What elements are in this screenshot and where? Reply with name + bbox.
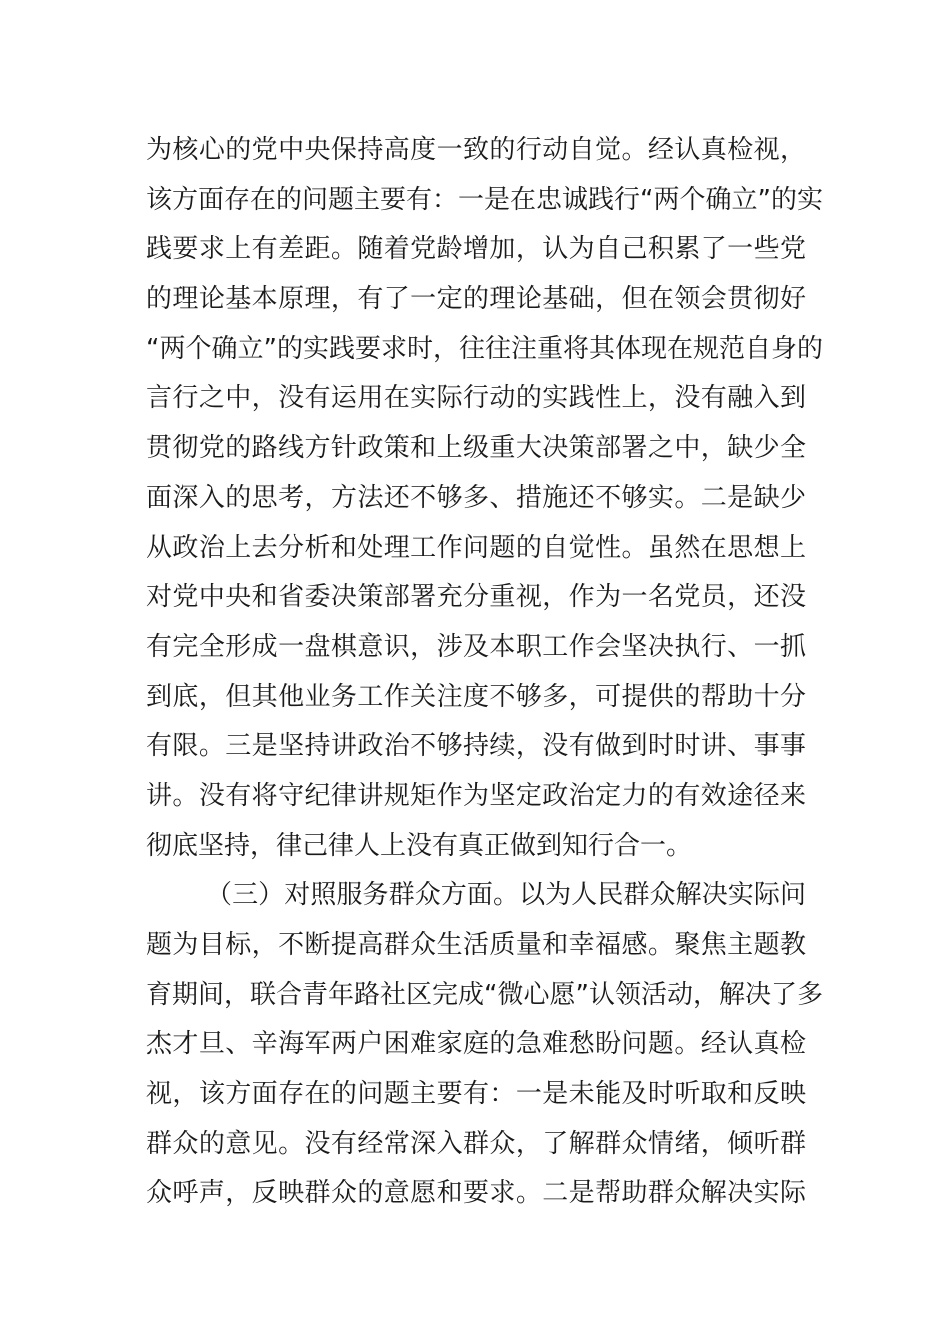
text-line: 到底，但其他业务工作关注度不够多，可提供的帮助十分 xyxy=(146,681,806,712)
text-line: 为核心的党中央保持高度一致的行动自觉。经认真检视， xyxy=(146,135,806,165)
text-line: 践要求上有差距。随着党龄增加，认为自己积累了一些党 xyxy=(146,234,806,265)
text-line: 题为目标，不断提高群众生活质量和幸福感。聚焦主题教 xyxy=(146,930,806,960)
text-line: 彻底坚持，律己律人上没有真正做到知行合一。 xyxy=(146,830,693,861)
text-line: 育期间，联合青年路社区完成“微心愿”认领活动，解决了多 xyxy=(146,979,823,1010)
text-line: 面深入的思考，方法还不够多、措施还不够实。二是缺少 xyxy=(146,482,806,513)
text-line: 视，该方面存在的问题主要有：一是未能及时听取和反映 xyxy=(146,1079,806,1110)
text-line: 群众的意见。没有经常深入群众，了解群众情绪，倾听群 xyxy=(146,1128,806,1159)
section-heading-line: （三）对照服务群众方面。以为人民群众解决实际问 xyxy=(206,880,806,911)
text-line: “两个确立”的实践要求时，往往注重将其体现在规范自身的 xyxy=(146,333,823,364)
text-line: 有限。三是坚持讲政治不够持续，没有做到时时讲、事事 xyxy=(146,731,806,762)
body-text xyxy=(146,126,823,1219)
text-line: 众呼声，反映群众的意愿和要求。二是帮助群众解决实际 xyxy=(146,1178,806,1209)
text-line: 言行之中，没有运用在实际行动的实践性上，没有融入到 xyxy=(146,383,806,414)
text-line: 讲。没有将守纪律讲规矩作为坚定政治定力的有效途径来 xyxy=(146,780,806,811)
text-line: 贯彻党的路线方针政策和上级重大决策部署之中，缺少全 xyxy=(146,433,806,464)
text-line: 该方面存在的问题主要有：一是在忠诚践行“两个确立”的实 xyxy=(146,184,823,215)
text-line: 的理论基本原理，有了一定的理论基础，但在领会贯彻好 xyxy=(146,284,806,315)
text-line: 有完全形成一盘棋意识，涉及本职工作会坚决执行、一抓 xyxy=(146,631,806,662)
text-line: 杰才旦、辛海军两户困难家庭的急难愁盼问题。经认真检 xyxy=(146,1029,806,1060)
text-line: 对党中央和省委决策部署充分重视，作为一名党员，还没 xyxy=(146,582,806,613)
text-line: 从政治上去分析和处理工作问题的自觉性。虽然在思想上 xyxy=(146,532,806,563)
